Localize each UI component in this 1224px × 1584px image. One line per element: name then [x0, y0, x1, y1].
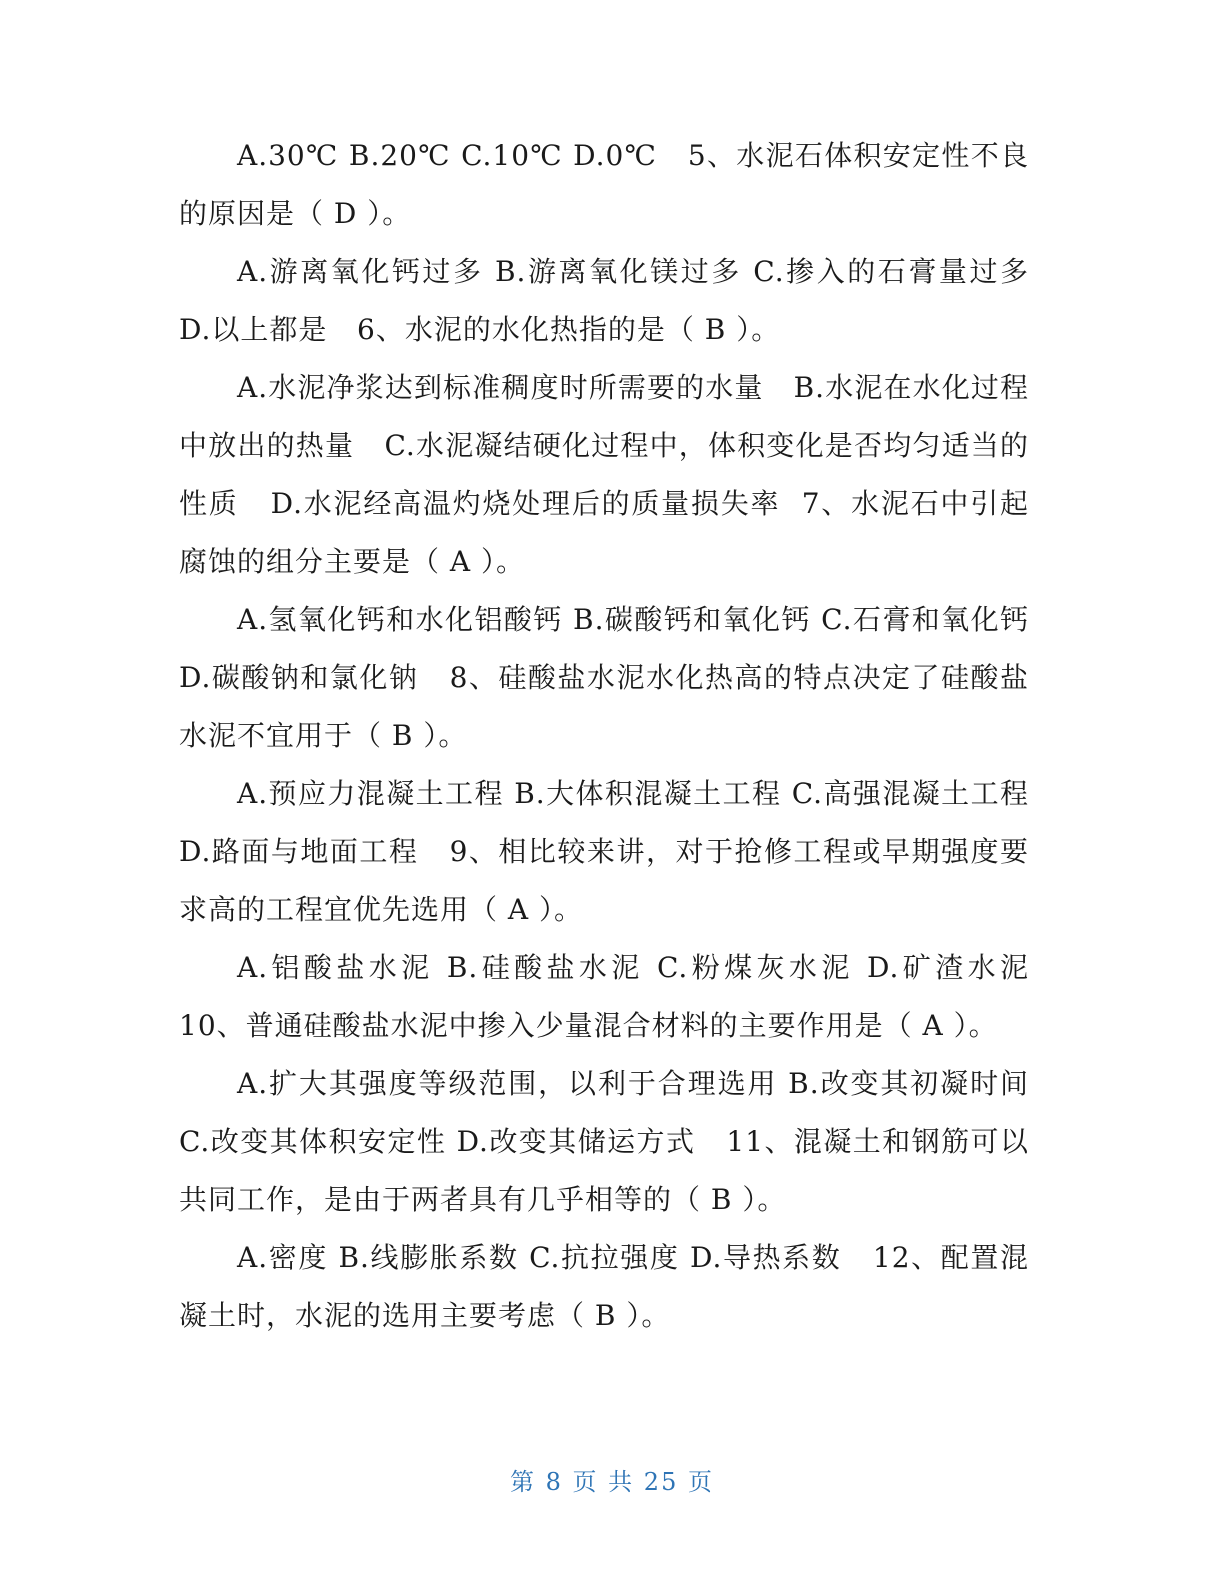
- paragraph: A.预应力混凝土工程 B.大体积混凝土工程 C.高强混凝土工程 D.路面与地面工程 9、相比较来讲，对于抢修工程或早期强度要求高的工程宜优先选用（ A ）。: [179, 777, 1039, 926]
- document-body: [179, 127, 1059, 1345]
- paragraph: A.氢氧化钙和水化铝酸钙 B.碳酸钙和氧化钙 C.石膏和氧化钙 D.碳酸钠和氯化钠 8、硅酸盐水泥水化热高的特点决定了硅酸盐水泥不宜用于（ B ）。: [179, 603, 1039, 752]
- page-number-footer: 第 8 页 共 25 页: [510, 1468, 714, 1496]
- paragraph: A.30℃ B.20℃ C.10℃ D.0℃ 5、水泥石体积安定性不良的原因是（ D ）。: [179, 139, 1029, 230]
- paragraph: A.密度 B.线膨胀系数 C.抗拉强度 D.导热系数 12、配置混凝土时，水泥的选用主要考虑（ B ）。: [179, 1241, 1029, 1332]
- paragraph: A.水泥净浆达到标准稠度时所需要的水量 B.水泥在水化过程中放出的热量 C.水泥凝结硬化过程中，体积变化是否均匀适当的性质 D.水泥经高温灼烧处理后的质量损失率 7、水泥石中引起腐蚀的组分主要是（ A ）。: [179, 371, 1029, 578]
- paragraph: A.游离氧化钙过多 B.游离氧化镁过多 C.掺入的石膏量过多 D.以上都是 6、水泥的水化热指的是（ B ）。: [179, 255, 1039, 346]
- paragraph: A.铝酸盐水泥 B.硅酸盐水泥 C.粉煤灰水泥 D.矿渣水泥 10、普通硅酸盐水泥中掺入少量混合材料的主要作用是（ A ）。: [179, 951, 1059, 1042]
- paragraph: A.扩大其强度等级范围，以利于合理选用 B.改变其初凝时间 C.改变其体积安定性 D.改变其储运方式 11、混凝土和钢筋可以共同工作，是由于两者具有几乎相等的（ B ）。: [179, 1067, 1039, 1216]
